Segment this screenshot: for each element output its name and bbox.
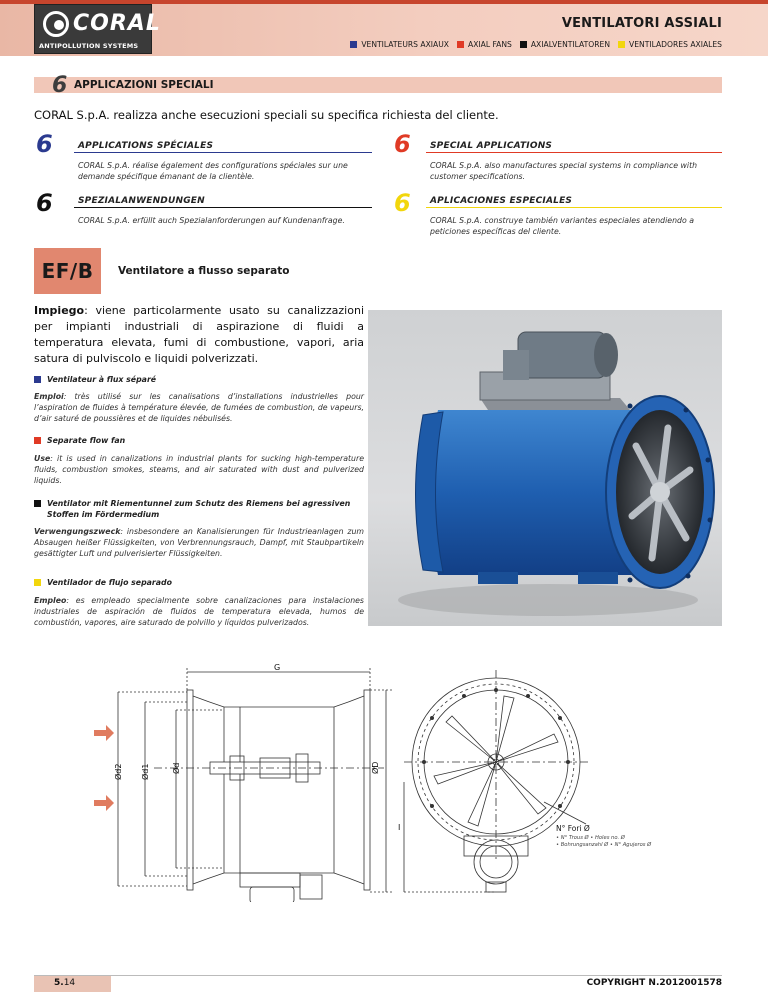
page-number-rest: 14: [63, 978, 76, 988]
translation-body-de: [34, 526, 364, 559]
product-use-it: [34, 303, 364, 367]
block-underline-de: [74, 207, 372, 208]
square-bullet-icon: [618, 41, 625, 48]
square-bullet-icon: [34, 579, 41, 586]
square-bullet-icon: [520, 41, 527, 48]
lang-en: [457, 40, 512, 49]
outlet-flange: [364, 690, 370, 890]
body-text: : es empleado specialmente sobre canalizaciones para instalaciones industriales de aspiración de fluidos de temperatura elevada, humos de combustión, vapores, aire saturado de polvillo y líquidos pulverizados.: [34, 596, 364, 627]
translation-heading-en: [34, 435, 364, 446]
block-title-fr: APPLICATIONS SPÉCIALES: [78, 141, 214, 151]
lang-label: VENTILADORES AXIALES: [629, 40, 722, 49]
lang-es: [618, 40, 722, 49]
heading-text: Ventilator mit Riementunnel zum Schutz des Riemens bei agressiven Stoffen im Fördermedium: [47, 499, 351, 519]
block-title-en: SPECIAL APPLICATIONS: [430, 141, 553, 151]
block-text-de: CORAL S.p.A. erfüllt auch Spezialanforderungen auf Kundenanfrage.: [78, 216, 345, 225]
section-title: APPLICAZIONI SPECIALI: [74, 79, 214, 91]
block-number-en: 6: [394, 130, 411, 158]
logo-text: CORAL: [73, 11, 161, 36]
product-code-badge: [34, 248, 101, 294]
square-bullet-icon: [34, 437, 41, 444]
use-label: Impiego: [34, 304, 85, 317]
dim-g-label: G: [274, 663, 281, 672]
square-bullet-icon: [34, 376, 41, 383]
square-bullet-icon: [457, 41, 464, 48]
block-underline-en: [426, 152, 722, 153]
block-number-de: 6: [36, 189, 53, 217]
translation-heading-de: [34, 498, 364, 520]
body-label: Use: [34, 454, 51, 463]
flow-arrow-icon: [94, 795, 114, 811]
translation-body-en: [34, 453, 364, 486]
dim-d2-label: Ød2: [114, 763, 123, 780]
body-label: Empleo: [34, 596, 67, 605]
page-number: [54, 978, 75, 988]
header-title: VENTILATORI ASSIALI: [561, 16, 722, 31]
fan-photo-illustration: [368, 310, 722, 626]
block-text-es: CORAL S.p.A. construye también variantes especiales atendiendo a peticiones específicas del cliente.: [430, 216, 694, 236]
intro-text: CORAL S.p.A. realizza anche esecuzioni speciali su specifica richiesta del cliente.: [34, 108, 499, 122]
inlet-flange: [187, 690, 193, 890]
block-text-en: CORAL S.p.A. also manufactures special systems in compliance with customer specifications.: [430, 161, 698, 181]
body-text: : insbesondere an Kanalisierungen für Industrieanlagen zum Absaugen heißer Flüssigkeiten, von Verbrennungsrauch, Dampf, mit Staubpartikeln gesättigter Luft und pulverisierter Flüssigkeiten.: [34, 527, 364, 558]
product-code: EF/B: [41, 259, 94, 283]
dim-i-label: I: [398, 823, 401, 832]
dim-d1-label: Ød1: [141, 763, 150, 780]
lang-fr: [350, 40, 449, 49]
product-photo: [368, 310, 722, 626]
block-number-es: 6: [394, 189, 411, 217]
flow-arrow-icon: [94, 725, 114, 741]
body-label: Emploi: [34, 392, 64, 401]
body-text: : très utilisé sur les canalisations d’installations industrielles pour l’aspiration de fluides à température élevée, de fumées de combustion, de vapeurs, d’air saturé de poussières et de liquides nébulisés.: [34, 392, 364, 423]
square-bullet-icon: [350, 41, 357, 48]
section-number: 6: [52, 73, 68, 98]
block-number-fr: 6: [36, 130, 53, 158]
page-number-bold: 5.: [54, 978, 64, 988]
square-bullet-icon: [34, 500, 41, 507]
use-text: : viene particolarmente usato su canalizzazioni per impianti industriali di aspirazione di fluidi a temperatura elevata, fumi di combustione, vapori, aria satura di pulviscolo e liquidi polverizzati.: [34, 304, 364, 365]
heading-text: Ventilador de flujo separado: [47, 578, 172, 587]
translation-body-fr: [34, 391, 364, 424]
dim-bigd-label: ØD: [371, 761, 380, 774]
dim-d-label: Ød: [172, 762, 181, 774]
block-text-fr: CORAL S.p.A. réalise également des configurations spéciales sur une demande spécifique émanant de la clientèle.: [78, 161, 348, 181]
footer-line: [34, 975, 722, 976]
logo-subtitle: ANTIPOLLUTION SYSTEMS: [39, 42, 139, 50]
header-languages: [350, 40, 722, 49]
block-underline-es: [426, 207, 722, 208]
lang-label: AXIALVENTILATOREN: [530, 40, 611, 49]
lang-label: AXIAL FANS: [468, 40, 512, 49]
translation-heading-es: [34, 577, 364, 588]
heading-text: Separate flow fan: [47, 436, 126, 445]
lang-label: VENTILATEURS AXIAUX: [361, 40, 450, 49]
page-header: [0, 0, 768, 56]
holes-sub-2: • Bohrungsanzahl Ø • N° Agujeros Ø: [556, 842, 652, 848]
block-title-de: SPEZIALANWENDUNGEN: [78, 196, 205, 206]
block-underline-fr: [74, 152, 372, 153]
coral-logo-mark-icon: [43, 11, 69, 37]
technical-drawing: [34, 662, 722, 902]
product-title: Ventilatore a flusso separato: [118, 265, 290, 277]
coral-logo: [34, 4, 161, 54]
translation-heading-fr: [34, 374, 364, 385]
body-label: Verwengungszweck: [34, 527, 121, 536]
block-title-es: APLICACIONES ESPECIALES: [430, 196, 573, 206]
copyright: COPYRIGHT N.2012001578: [586, 978, 722, 988]
holes-label: N° Fori Ø: [556, 824, 590, 833]
lang-de: [520, 40, 610, 49]
body-text: : it is used in canalizations in industrial plants for sucking high-temperature fluids, combustion smokes, steams, and air saturated with dust and pulverized liquids.: [34, 454, 364, 485]
holes-sub-1: • N° Trous Ø • Holes no. Ø: [556, 835, 625, 841]
heading-text: Ventilateur à flux séparé: [47, 375, 157, 384]
translation-body-es: [34, 595, 364, 628]
